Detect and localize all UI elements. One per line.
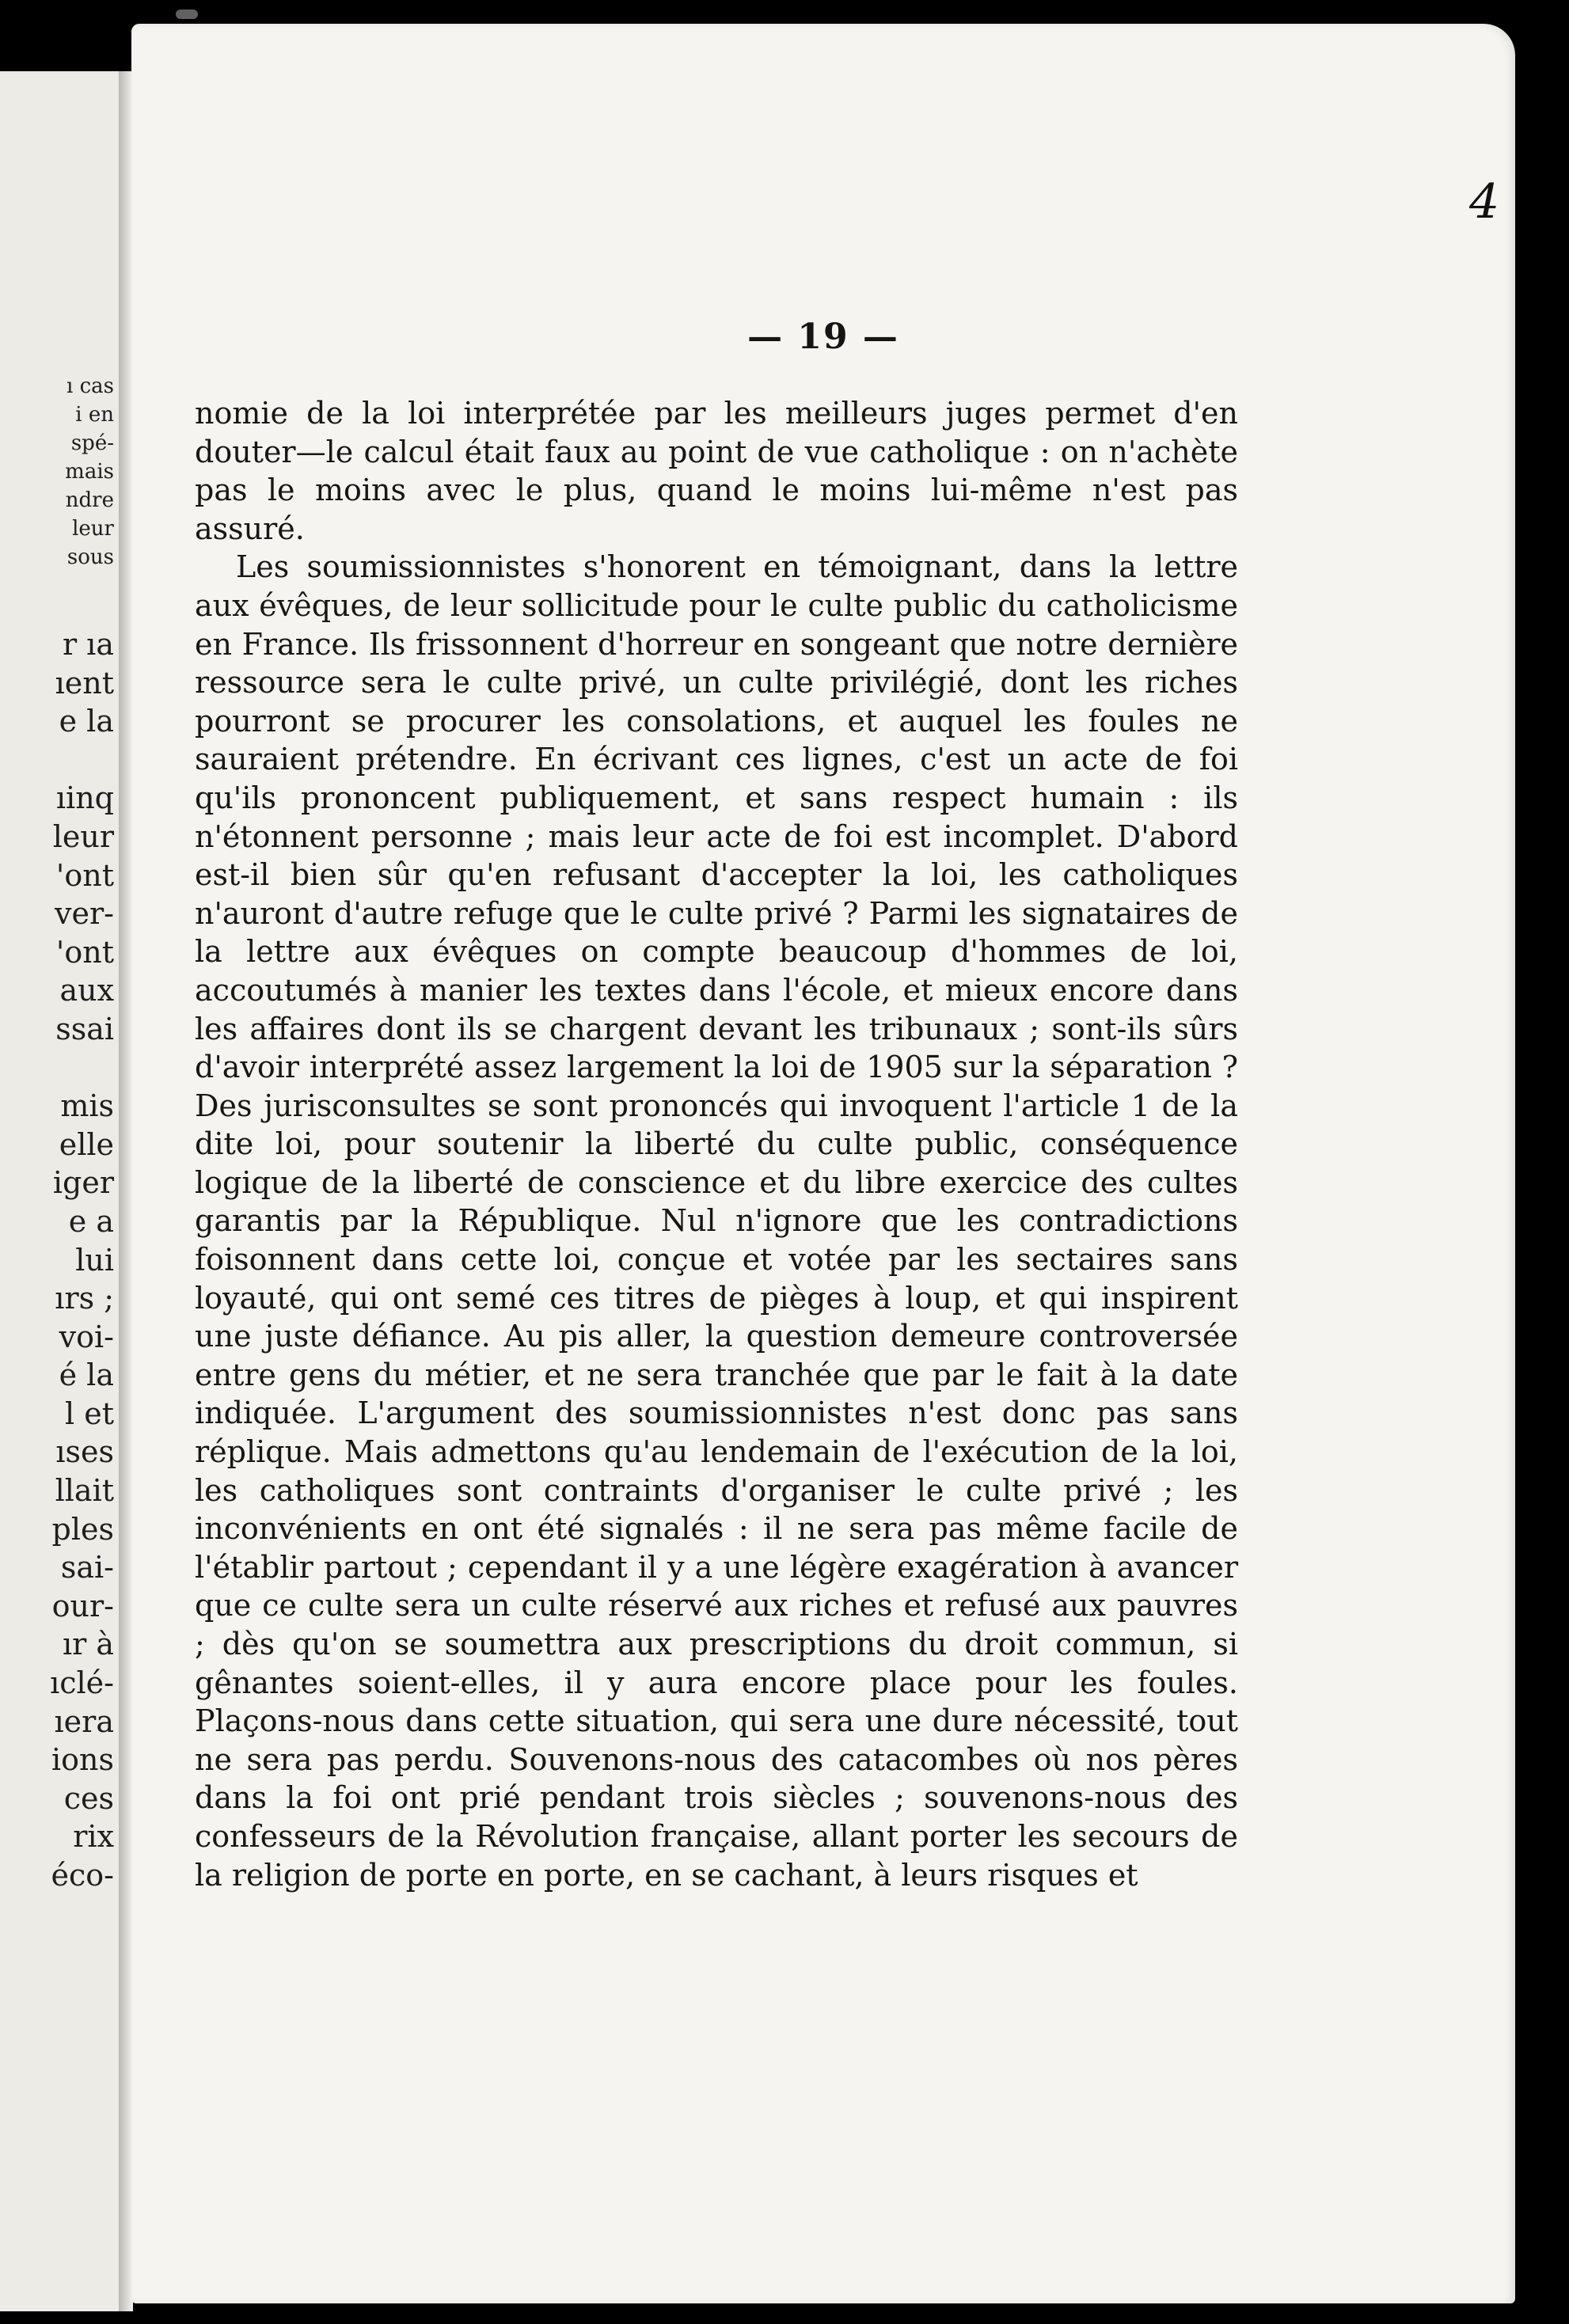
paragraph-2: Les soumissionnistes s'honorent en témoignant, dans la lettre aux évêques, de leur sollicitude pour le culte public du catholicisme en France. Ils frissonnent d'horreur en songeant que notre dernière ressource sera le culte privé, un culte privilégié, dont les riches pourront se procurer les consolations, et auquel les foules ne sauraient prétendre. En écrivant ces lignes, c'est un acte de foi qu'ils prononcent publiquement, et sans respect humain : ils n'étonnent personne ; mais leur acte de foi est incomplet. D'abord est-il bien sûr qu'en refusant d'accepter la loi, les catholiques n'auront d'autre refuge que le culte privé ? Parmi les signataires de la lettre aux évêques on compte beaucoup d'hommes de loi, accoutumés à manier les textes dans l'école, et mieux encore dans les affaires dont ils se chargent devant les tribunaux ; sont-ils sûrs d'avoir interprété assez largement la loi de 1905 sur la séparation ? Des jurisconsultes se sont prononcés qui invoquent l'article 1 de la dite loi, pour soutenir la liberté du culte public, conséquence logique de la liberté de conscience et du libre exercice des cultes garantis par la République. Nul n'ignore que les contradictions foisonnent dans cette loi, conçue et votée par les sectaires sans loyauté, qui ont semé ces titres de pièges à loup, et qui inspirent une juste défiance. Au pis aller, la question demeure controversée entre gens du métier, et ne sera tranchée que par le fait à la date indiquée. L'argument des soumissionnistes n'est donc pas sans réplique. Mais admettons qu'au lendemain de l'exécution de la loi, les catholiques sont contraints d'organiser le culte privé ; les inconvénients en ont été signalés : il ne sera pas même facile de l'établir partout ; cependant il y a une légère exagération à avancer que ce culte sera un culte réservé aux riches et refusé aux pauvres ; dès qu'on se soumettra aux prescriptions du droit commun, si gênantes soient-elles, il y aura encore place pour les foules. Plaçons-nous dans cette situation, qui sera une dure nécessité, tout ne sera pas perdu. Souvenons-nous des catacombes où nos pères dans la foi ont prié pendant trois siècles ; souvenons-nous des confesseurs de la Révolution française, allant porter les secours de la religion de porte en porte, en se cachant, à leurs risques et: [195, 549, 1238, 1893]
paragraph-1: nomie de la loi interprétée par les meilleurs juges permet d'en douter—le calcul était faux au point de vue catholique : on n'achète pas le moins avec le plus, quand le moins lui-même n'est pas assuré.: [195, 396, 1238, 546]
scan-speck: [176, 9, 198, 19]
corner-handwritten-mark: [1469, 174, 1501, 245]
page-number: — 19 —: [747, 317, 899, 357]
previous-page-fragment-1: ı cas i en spé- mais ndre leur sous: [65, 374, 114, 569]
previous-page-edge: [0, 71, 125, 2311]
page-body: [195, 394, 1238, 1894]
book-page: [131, 24, 1515, 2303]
previous-page-fragment-2: r ıa ıent e la ıinq leur 'ont ver- 'ont aux ssai mis elle iger e a lui ırs ; voi- é la l et ıses llait ples sai- our- ır à ıclé- ıera ions ces rix éco-: [50, 627, 114, 1893]
